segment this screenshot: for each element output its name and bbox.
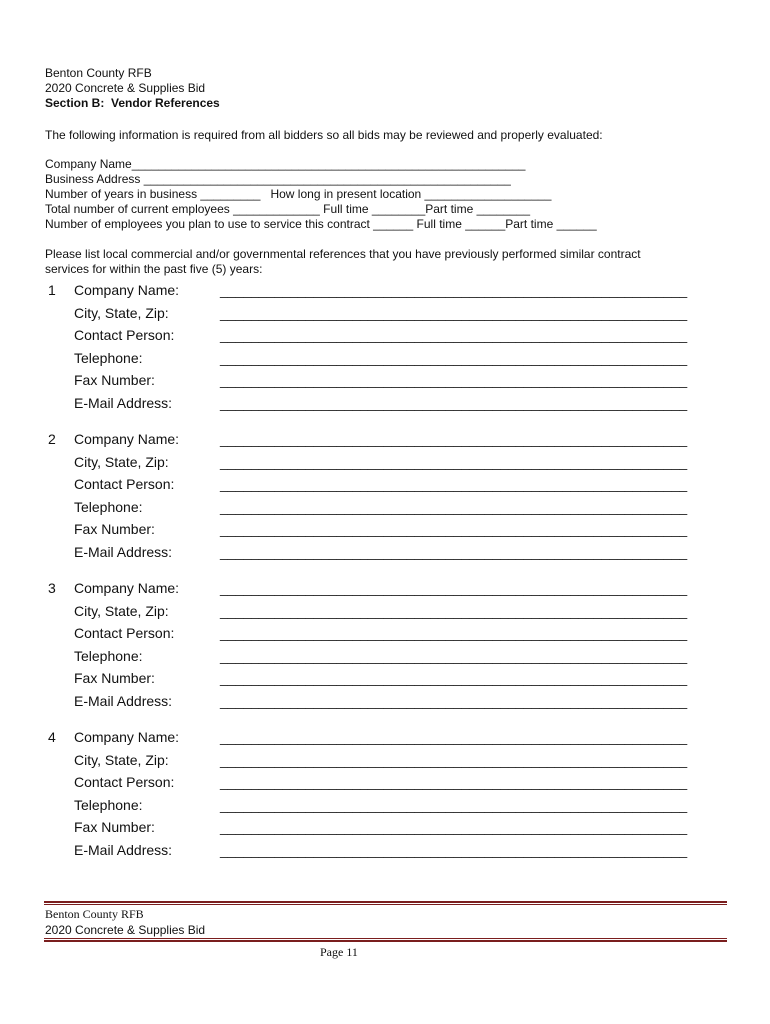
reference-fax-number-blank[interactable]: ____________________________________________________________ [220, 521, 688, 537]
reference-contact-person-blank[interactable]: ____________________________________________________________ [220, 625, 688, 641]
reference-email-address-blank[interactable]: ____________________________________________________________ [220, 842, 688, 858]
reference-company-name-label: Company Name: [74, 431, 180, 447]
reference-company-name-blank[interactable]: ____________________________________________________________ [220, 431, 688, 447]
footer-rule-top [44, 901, 727, 903]
reference-contact-person-blank[interactable]: ____________________________________________________________ [220, 327, 688, 343]
reference-city-state-zip-label: City, State, Zip: [74, 603, 169, 619]
reference-fax-number-label: Fax Number: [74, 670, 155, 686]
reference-contact-person-label: Contact Person: [74, 476, 175, 492]
reference-number: 1 [48, 282, 56, 298]
reference-fax-number-blank[interactable]: ____________________________________________________________ [220, 372, 688, 388]
reference-telephone-label: Telephone: [74, 797, 143, 813]
reference-city-state-zip-label: City, State, Zip: [74, 305, 169, 321]
reference-email-address-blank[interactable]: ____________________________________________________________ [220, 395, 688, 411]
reference-city-state-zip-blank[interactable]: ____________________________________________________________ [220, 305, 688, 321]
business-address-field: Business Address _______________________________________________________ [45, 172, 511, 186]
reference-email-address-blank[interactable]: ____________________________________________________________ [220, 693, 688, 709]
section-title: Section B: Vendor References [45, 96, 220, 110]
reference-contact-person-blank[interactable]: ____________________________________________________________ [220, 774, 688, 790]
years-in-business-field: Number of years in business _________ How long in present location ___________________ [45, 187, 552, 201]
reference-number: 4 [48, 729, 56, 745]
reference-telephone-blank[interactable]: ____________________________________________________________ [220, 797, 688, 813]
reference-telephone-blank[interactable]: ____________________________________________________________ [220, 499, 688, 515]
reference-telephone-label: Telephone: [74, 648, 143, 664]
reference-email-address-label: E-Mail Address: [74, 544, 173, 560]
reference-city-state-zip-blank[interactable]: ____________________________________________________________ [220, 752, 688, 768]
reference-contact-person-label: Contact Person: [74, 625, 175, 641]
reference-company-name-label: Company Name: [74, 580, 180, 596]
reference-contact-person-blank[interactable]: ____________________________________________________________ [220, 476, 688, 492]
reference-city-state-zip-blank[interactable]: ____________________________________________________________ [220, 603, 688, 619]
reference-email-address-blank[interactable]: ____________________________________________________________ [220, 544, 688, 560]
reference-telephone-label: Telephone: [74, 350, 143, 366]
reference-fax-number-label: Fax Number: [74, 819, 155, 835]
reference-company-name-blank[interactable]: ____________________________________________________________ [220, 282, 688, 298]
reference-number: 3 [48, 580, 56, 596]
reference-telephone-label: Telephone: [74, 499, 143, 515]
reference-city-state-zip-label: City, State, Zip: [74, 752, 169, 768]
reference-telephone-blank[interactable]: ____________________________________________________________ [220, 350, 688, 366]
reference-contact-person-label: Contact Person: [74, 774, 175, 790]
header-title: Benton County RFB [45, 66, 152, 80]
intro-text: The following information is required from all bidders so all bids may be reviewed and properly evaluated: [45, 128, 603, 142]
reference-company-name-blank[interactable]: ____________________________________________________________ [220, 729, 688, 745]
references-intro-line-1: Please list local commercial and/or governmental references that you have previously performed similar contract [45, 247, 641, 261]
page-number: Page 11 [320, 945, 358, 959]
reference-email-address-label: E-Mail Address: [74, 842, 173, 858]
footer-subtitle: 2020 Concrete & Supplies Bid [45, 923, 206, 937]
reference-fax-number-label: Fax Number: [74, 372, 155, 388]
reference-contact-person-label: Contact Person: [74, 327, 175, 343]
reference-company-name-blank[interactable]: ____________________________________________________________ [220, 580, 688, 596]
reference-company-name-label: Company Name: [74, 282, 180, 298]
company-name-field: Company Name___________________________________________________________ [45, 157, 526, 171]
reference-company-name-label: Company Name: [74, 729, 180, 745]
reference-fax-number-blank[interactable]: ____________________________________________________________ [220, 670, 688, 686]
footer-title: Benton County RFB [45, 907, 144, 921]
reference-fax-number-label: Fax Number: [74, 521, 155, 537]
reference-email-address-label: E-Mail Address: [74, 693, 173, 709]
footer-rule-bottom [44, 940, 727, 942]
contract-employees-field: Number of employees you plan to use to service this contract ______ Full time ______Part time ______ [45, 217, 597, 231]
header-subtitle: 2020 Concrete & Supplies Bid [45, 81, 206, 95]
references-intro-line-2: services for within the past five (5) years: [45, 262, 263, 276]
total-employees-field: Total number of current employees _____________ Full time ________Part time ________ [45, 202, 530, 216]
reference-email-address-label: E-Mail Address: [74, 395, 173, 411]
footer-rule-top-thin [44, 904, 727, 905]
reference-city-state-zip-label: City, State, Zip: [74, 454, 169, 470]
reference-fax-number-blank[interactable]: ____________________________________________________________ [220, 819, 688, 835]
reference-telephone-blank[interactable]: ____________________________________________________________ [220, 648, 688, 664]
reference-city-state-zip-blank[interactable]: ____________________________________________________________ [220, 454, 688, 470]
footer-rule-bottom-thin [44, 938, 727, 939]
reference-number: 2 [48, 431, 56, 447]
